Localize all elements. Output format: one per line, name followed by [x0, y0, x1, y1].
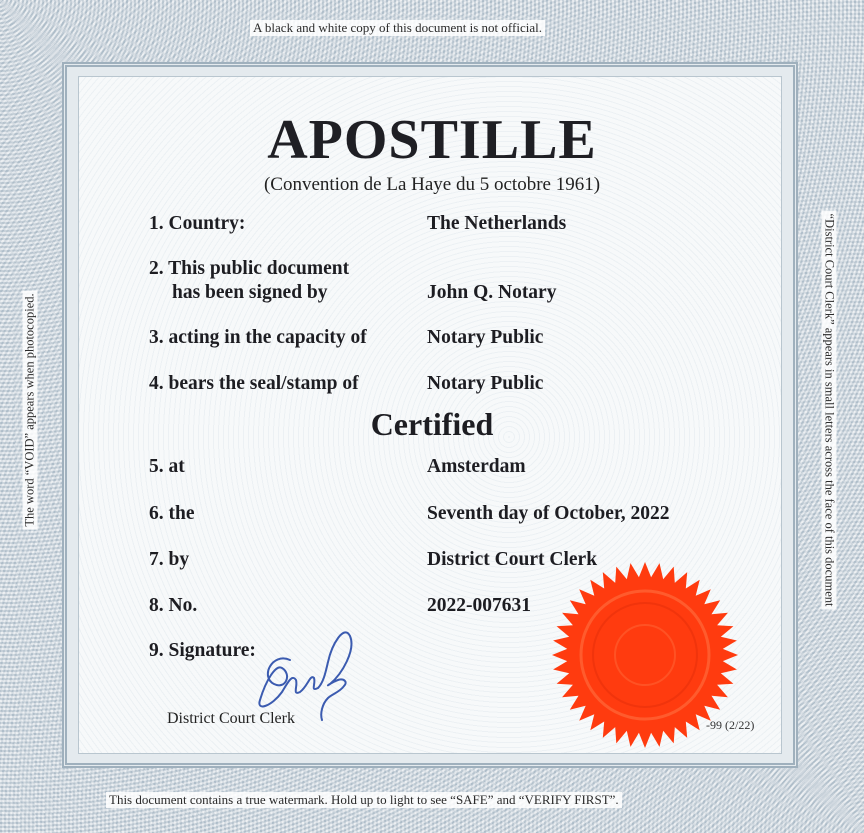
signed-by-value: John Q. Notary — [427, 282, 557, 303]
capacity-value: Notary Public — [427, 327, 544, 348]
bottom-notice: This document contains a true watermark. Hold up to light to see “SAFE” and “VERIFY FIRST”. — [106, 792, 622, 808]
signed-by-label-line2: has been signed by — [172, 282, 328, 303]
signature-label: 9. Signature: — [149, 640, 256, 661]
seal-value: Notary Public — [427, 373, 544, 394]
number-label: 8. No. — [149, 595, 198, 616]
at-value: Amsterdam — [427, 456, 526, 477]
signed-by-label — [149, 257, 349, 305]
red-foil-seal — [550, 560, 740, 750]
left-notice: The word “VOID” appears when photocopied. — [23, 290, 38, 529]
by-value: District Court Clerk — [427, 549, 598, 570]
signed-by-label-line1: 2. This public document — [149, 258, 350, 279]
by-label: 7. by — [149, 549, 190, 570]
form-code: -99 (2/22) — [706, 718, 755, 732]
document-subtitle: (Convention de La Haye du 5 octobre 1961) — [263, 174, 601, 195]
capacity-label: 3. acting in the capacity of — [149, 327, 367, 348]
document-title: APOSTILLE — [267, 109, 597, 171]
date-value: Seventh day of October, 2022 — [427, 503, 670, 524]
top-notice: A black and white copy of this document is not official. — [250, 20, 545, 36]
seal-label: 4. bears the seal/stamp of — [149, 373, 359, 394]
certified-heading: Certified — [370, 406, 494, 442]
right-notice: “District Court Clerk” appears in small letters across the face of this document — [822, 211, 837, 610]
country-value: The Netherlands — [427, 213, 567, 234]
at-label: 5. at — [149, 456, 185, 477]
country-label: 1. Country: — [149, 213, 246, 234]
handwritten-signature — [252, 622, 362, 722]
signer-title: District Court Clerk — [167, 710, 295, 727]
number-value: 2022-007631 — [427, 595, 531, 616]
date-label: 6. the — [149, 503, 195, 524]
